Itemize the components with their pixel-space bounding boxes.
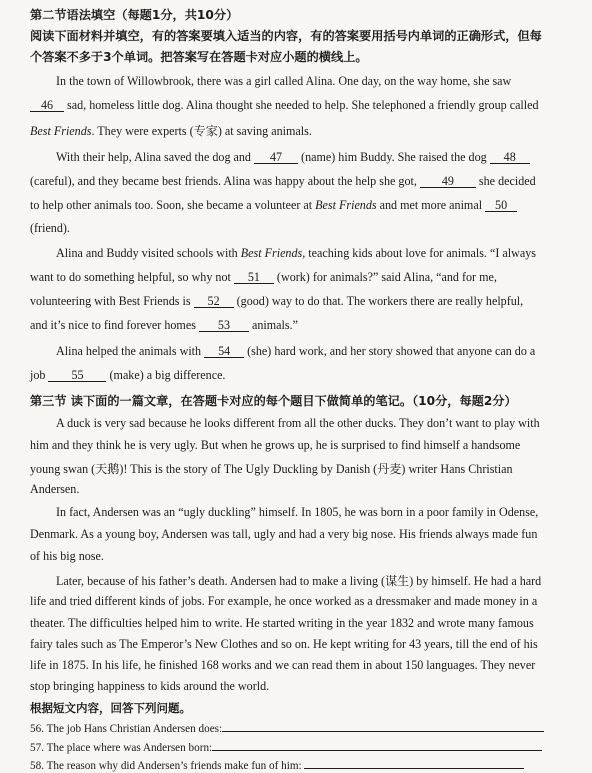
passage2-c-line4: fairy tales such as The Emperor’s New Clothes and so on. He kept writing for 43 years, till the end of his [30,637,538,651]
questions-prompt: 根据短文内容，回答下列问题。 [30,701,191,715]
passage2-b-line2: Denmark. As a young boy, Andersen was tall, ugly and had a very big nose. His friends always made fun [30,527,538,541]
question-57: 57. The place where was Andersen born: [30,739,542,754]
blank-53: 53 [199,319,249,332]
passage1-p2-line2: (careful), and they became best friends. Alina was happy about the help she got, 49 she decided [30,174,536,188]
section2-title: 第二节语法填空（每题1分，共10分） [30,8,239,22]
passage2-b-line3: of his big nose. [30,549,104,563]
answer-line-56[interactable] [222,720,544,732]
blank-49: 49 [420,175,476,188]
blank-55: 55 [48,369,106,382]
passage2-c-line5: life in 1875. In his life, he finished 168 works and we can read them in about 150 languages. They never [30,658,536,672]
passage2-c-line3: theater. The difficulties helped him to write. He started writing in the year 1832 and wrote many famous [30,616,534,630]
blank-54: 54 [204,345,244,358]
passage2-c-line1: Later, because of his father’s death. Andersen had to make a living (谋生) by himself. He had a hard [56,574,542,588]
passage1-p2-line4: (friend). [30,221,70,235]
blank-47: 47 [254,151,298,164]
question-58: 58. The reason why did Andersen’s friends make fun of him: [30,757,524,772]
answer-line-58[interactable] [304,757,524,769]
section2-instruction-line2: 个答案不多于3个单词。把答案写在答题卡对应小题的横线上。 [30,50,368,64]
blank-51: 51 [234,271,274,284]
passage1-p4-line1: Alina helped the animals with 54 (she) hard work, and her story showed that anyone can do a [56,344,536,358]
passage1-p2-line1: With their help, Alina saved the dog and 47 (name) him Buddy. She raised the dog 48 [56,150,530,165]
question-56: 56. The job Hans Christian Andersen does: [30,720,544,735]
blank-52: 52 [194,295,234,308]
passage2-a-line2: him and they think he is very ugly. But when he grows up, he is surprised to find himself a handsome [30,438,521,452]
section3-title: 第三节 读下面的一篇文章，在答题卡对应的每个题目下做简单的笔记。（10分，每题2分） [30,394,517,408]
blank-46: 46 [30,99,64,112]
passage1-p1-line1: In the town of Willowbrook, there was a girl called Alina. One day, on the way home, she saw [56,74,512,88]
passage1-p3-line4: and it’s nice to find forever homes 53 animals.” [30,318,298,332]
section2-instruction-line1: 阅读下面材料并填空，有的答案要填入适当的内容，有的答案要用括号内单词的正确形式，但每 [30,29,542,43]
passage2-c-line6: stop bringing happiness to kids around the world. [30,679,270,693]
passage1-p1-line2: 46 sad, homeless little dog. Alina thought she needed to help. She telephoned a friendly group called [30,98,539,113]
answer-line-57[interactable] [212,739,542,751]
passage1-p4-line2: job 55 (make) a big difference. [30,368,226,382]
passage1-p3-line1: Alina and Buddy visited schools with Best Friends, teaching kids about love for animals. “I always [56,246,536,260]
passage2-b-line1: In fact, Andersen was an “ugly duckling” himself. In 1805, he was born in a poor family in Odense, [56,505,539,519]
passage1-p1-line3: Best Friends. They were experts (专家) at saving animals. [30,124,312,138]
passage2-a-line4: Andersen. [30,482,80,496]
passage1-p2-line3: to help other animals too. Soon, she became a volunteer at Best Friends and met more animal 50 [30,198,517,213]
blank-48: 48 [490,151,530,164]
passage2-a-line1: A duck is very sad because he looks different from all the other ducks. They don’t want to play with [56,416,540,430]
blank-50: 50 [485,199,517,212]
passage2-c-line2: life and tried different kinds of jobs. For example, he once worked as a dressmaker and made money in a [30,594,538,608]
passage2-a-line3: young swan (天鹅)! This is the story of The Ugly Duckling by Danish (丹麦) writer Hans Christian [30,462,513,476]
passage1-p3-line2: want to do something helpful, so why not 51 (work) for animals?” said Alina, “and for me, [30,270,497,284]
passage1-p3-line3: volunteering with Best Friends is 52 (good) way to do that. The workers there are really helpful, [30,294,524,308]
